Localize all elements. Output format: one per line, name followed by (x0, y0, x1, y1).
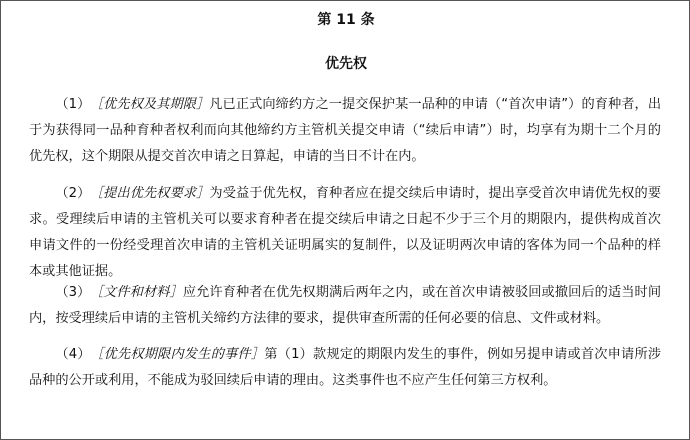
section-title: 优先权 (325, 56, 367, 72)
paragraph-heading: ［文件和材料］ (96, 285, 183, 300)
paragraph-text: 凡已正式向缔约方之一提交保护某一品种的申请（“首次申请”）的育种者，出于为获得同一品种育种者权利而向其他缔约方主管机关提交申请（“续后申请”）时，均享有为期十二个月的优先权，这个期限从提交首次申请之日算起，申请的当日不计在内。 (29, 97, 662, 164)
paragraph-2 (29, 181, 661, 285)
paragraph-text: 为受益于优先权，育种者应在提交续后申请时，提出享受首次申请优先权的要求。受理续后申请的主管机关可以要求育种者在提交续后申请之日起不少于三个月的期限内，提供构成首次申请文件的一份经受理首次申请的主管机关证明属实的复制件，以及证明两次申请的客体为同一个品种的样本或其他证据。 (29, 186, 662, 279)
paragraph-4 (29, 342, 661, 394)
paragraph-number: （3） (55, 285, 91, 300)
paragraph-number: （1） (55, 97, 91, 112)
article-title: 第 11 条 (317, 12, 375, 28)
paragraph-heading: ［提出优先权要求］ (96, 186, 210, 201)
paragraph-1 (29, 92, 661, 170)
paragraph-text: 应允许育种者在优先权期满后两年之内，或在首次申请被驳回或撤回后的适当时间内，按受理续后申请的主管机关缔约方法律的要求，提供审查所需的任何必要的信息、文件或材料。 (29, 285, 662, 326)
paragraph-heading: ［优先权期限内发生的事件］ (96, 347, 265, 362)
paragraph-number: （2） (55, 186, 91, 201)
paragraph-3 (29, 280, 661, 332)
paragraph-text: 第（1）款规定的期限内发生的事件，例如另提申请或首次申请所涉品种的公开或利用，不能成为驳回续后申请的理由。这类事件也不应产生任何第三方权利。 (29, 347, 662, 388)
paragraph-heading: ［优先权及其期限］ (96, 97, 210, 112)
paragraph-number: （4） (55, 347, 91, 362)
